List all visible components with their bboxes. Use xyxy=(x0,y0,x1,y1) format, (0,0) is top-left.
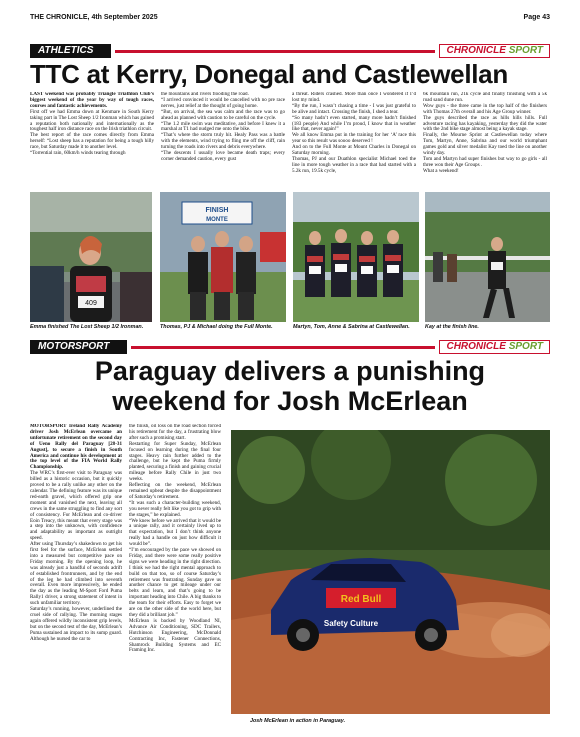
motorsport-label: MOTORSPORT xyxy=(30,340,127,354)
paper-date: THE CHRONICLE, 4th September 2025 xyxy=(30,14,158,21)
motorsport-headline xyxy=(30,356,550,416)
caption-rally: Josh McErlean in action in Paraguay. xyxy=(250,718,346,724)
caption-full-monte: Thomas, PJ & Michael doing the Full Monte. xyxy=(160,324,273,330)
section-divider xyxy=(131,346,435,349)
chronicle-sport-logo xyxy=(439,340,550,354)
photo-rally-car xyxy=(231,430,550,714)
monte-sign-text: MONTE xyxy=(206,217,228,223)
motorsport-section-bar xyxy=(30,340,550,354)
brand-accent: SPORT xyxy=(508,45,543,56)
photo-kay-finish xyxy=(425,192,550,322)
photo-castlewellan xyxy=(293,192,419,322)
page-header xyxy=(30,14,550,26)
motorsport-headline-line-2: weekend for Josh McErlean xyxy=(112,386,468,416)
athletics-column-3: a threat. Riders crashed. More than once I wondered if I’d lost my mind. “By the run, I wasn’t chasing a time - I was just grateful to be alive and intact. Crossing the finish, I shed a tear. “So many hadn’t even started, many more hadn’t finished (183 people) And while I’m proud, I know that in weather like that, never again!” We all know Emma put in the training for her ‘A’ race this year so this result was soooo deserved ! And on to the Full Monte at Mount Charles in Donegal on Saturday morning. Thomas, PJ and our Duathlon specialist Michael toed the line in more tough weather in a race that had started with a 5.2k run, 19.5k cycle, xyxy=(292,92,416,174)
caption-kay: Kay at the finish line. xyxy=(425,324,479,330)
brand-name: CHRONICLE xyxy=(446,45,506,56)
brand-name: CHRONICLE xyxy=(446,341,506,352)
athletics-headline: TTC at Kerry, Donegal and Castlewellan xyxy=(30,59,508,89)
photo-full-monte xyxy=(160,192,286,322)
caption-emma: Emma finished The Lost Sheep 1/2 Ironman. xyxy=(30,324,144,330)
photo-emma xyxy=(30,192,152,322)
car-logo-text: Red Bull xyxy=(340,594,382,605)
athletics-column-4: 6k mountain run, 21k cycle and finally finishing with a 5k road sand dune run. Wow guys - the three came in the top half of the finishers with Thomas 27th overall and his Age Group winner. The guys described the race as hills hills hills. Full adventure racing has kayaking, yesterday they did the water with the 2nd bike stage almost being a kayak stage. Finally, the Mourne Sprint at Castlewellan today where Tom, Martyn, Anne, Sabrina and our world triumphant games gold and silver medalist Kay toed the line on another windy day. Tom and Martyn had super finishes but way to go girls - all three won their Age Groups . What a weekend! xyxy=(423,92,547,174)
finish-sign-text: FINISH xyxy=(205,207,229,214)
athletics-label: ATHLETICS xyxy=(30,44,111,58)
motorsport-article xyxy=(30,424,226,730)
photo-bib-number: 409 xyxy=(85,300,97,307)
athletics-column-1: LAST weekend was probably Triangle Triathlon Club’s biggest weekend of the year by way of tough races, courses and fantastic achievements. First off we had Emma down at Kenmare in South Kerry taking part in The Lost Sheep 1/2 Ironman which has gained a reputation both nationally and internationally as the toughest half iron distance race on the Irish triathlon circuit. The best report of the race comes directly from Emma herself: “Lost sheep has a reputation for being a tough hilly race, but Saturday made it to another level. “Torrential rain, 60km/h winds tearing through xyxy=(30,92,154,157)
motorsport-headline-line-1: Paraguay delivers a punishing xyxy=(94,356,486,386)
brand-accent: SPORT xyxy=(508,341,543,352)
athletics-column-2: the mountains and rivers flooding the road. “I arrived convinced it would be cancelled with no pre race nerves, just relief at the thought of going home. “But, on arrival, the sea was calm and the race was to go ahead as planned with caution to be careful on the cycle. “The 1.2 mile swim was meditative, and before I knew it a marshal at T1 had nudged me onto the bike. “That’s where the storm truly hit. Healy Pass was a battle with the elements, wind trying to fling me off the cliff, rain turning the roads into rivers and debris everywhere. “The descents I usually love became death traps; every corner demanded caution, every gust xyxy=(161,92,285,162)
chronicle-sport-logo xyxy=(439,44,550,58)
athletics-article xyxy=(30,92,550,192)
section-divider xyxy=(115,50,435,53)
page-number: Page 43 xyxy=(523,14,550,21)
motorsport-column-2: the finish, oil loss on the road section forced his retirement for the day, a frustrating blow after such a promising start. Restarting for Super Sunday, McErlean focused on learning during the final four stages. Heavy rain further added to the challenge, but he kept the Puma firmly planted, securing a finish and gaining crucial mileage before Rally Chile in just two weeks. Reflecting on the weekend, McErlean remained upbeat despite the disappointment of Saturday’s retirement. “It was such a character-building weekend, you never really felt like you got to grip with the stages,” he explained. “We knew before we arrived that it would be a unique rally, and it certainly lived up to that expectation, but I don’t think anyone really had a handle on just how difficult it would be”. “I’m encouraged by the pace we showed on Friday, and there were some really positive signs we were heading in the right direction. I think we had the right mental approach to build on that too, so of course Saturday’s retirement was frustrating. Sunday gave us another chance to get mileage under our belts and learn, and that’s going to be important heading into Chile. A big thanks to the team for their efforts. Easy to forget we are on the other side of the world here, but they did a brilliant job.” McErlean is backed by Woodland NI, Advance Air Conditioning, SDC Trailers, Hutchinson Engineering, McDonnald Contracting Inc, Fastener Connections, Shamrock Building Systems and EC Framing Inc. xyxy=(129,424,221,654)
caption-castlewellan: Martyn, Tom, Anne & Sabrina at Castlewellan. xyxy=(293,324,410,330)
athletics-section-bar xyxy=(30,44,550,58)
motorsport-column-1: MOTORSPORT Ireland Rally Academy driver Josh McErlean overcame an unfortunate retirement on the second day of Ueno Rally del Paraguay [28-31 August], to secure a finish in South America and continue his development at the top level of the FIA World Rally Championship. The WRC’s first-ever visit to Paraguay was billed as a historic occasion, but it quickly proved to be a rally unlike any other on the calendar. The defining feature was its unique red-earth gravel, which offered grip one moment and vanished the next, leaving all crews in the same struggling to find any sort of consistency. For McErlean and co-driver Eoin Treacy, this meant that every stage was a step into the unknown, with confidence and adaptability as important as outright speed. After using Thursday’s shakedown to get his first feel for the surface, McErlean settled into a measured but competitive pace on Friday morning. By the opening loop, he was already just a handful of seconds adrift of established frontrunners, and by the end of the leg he had climbed into seventh overall. Even more impressively, he ended the day as the leading M-Sport Ford Puma Rally1 driver, a strong statement of intent in such unfamiliar territory. Saturday’s running, however, underlined the cruel side of rallying. The morning stages again offered wildly inconsistent grip levels, but on the second test of the day, McErlean’s Puma sustained an impact to its sump guard. Although he nursed the car to xyxy=(30,424,122,642)
car-sponsor-text: Safety Culture xyxy=(323,619,379,628)
